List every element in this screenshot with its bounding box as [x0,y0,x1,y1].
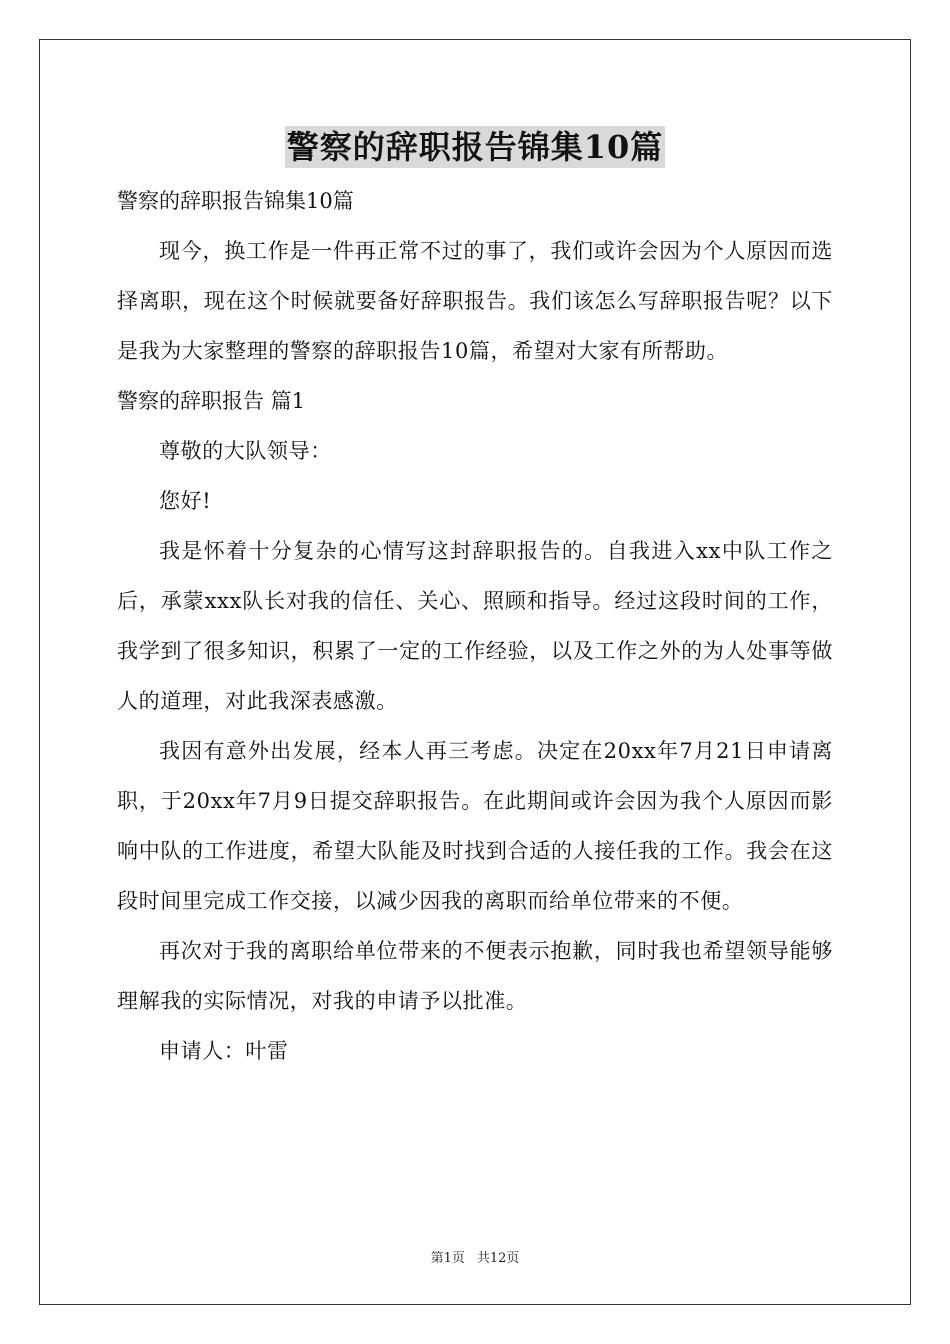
section-heading: 警察的辞职报告 篇1 [117,389,306,413]
greeting: 您好! [159,489,212,513]
salutation: 尊敬的大队领导： [159,439,332,463]
title-container [0,126,950,168]
document-subtitle: 警察的辞职报告锦集10篇 [117,189,354,213]
body-paragraph-2: 我因有意外出发展，经本人再三考虑。决定在20xx年7月21日申请离职，于20xx年7月9日提交辞职报告。在此期间或许会因为我个人原因而影响中队的工作进度，希望大队能及时找到合适的人接任我的工作。我会在这段时间里完成工作交接，以减少因我的离职而给单位带来的不便。 [117,739,833,913]
page-number: 第1页 [430,1251,465,1266]
body-paragraph-1: 我是怀着十分复杂的心情写这封辞职报告的。自我进入xx中队工作之后，承蒙xxx队长对我的信任、关心、照顾和指导。经过这段时间的工作，我学到了很多知识，积累了一定的工作经验，以及工作之外的为人处事等做人的道理，对此我深表感激。 [117,539,833,713]
document-body [117,176,833,1076]
body-paragraph-3: 再次对于我的离职给单位带来的不便表示抱歉，同时我也希望领导能够理解我的实际情况，对我的申请予以批准。 [117,939,833,1013]
signature: 申请人：叶雷 [159,1039,289,1063]
document-title: 警察的辞职报告锦集10篇 [286,128,664,166]
page-total: 共12页 [476,1251,520,1266]
intro-paragraph: 现今，换工作是一件再正常不过的事了，我们或许会因为个人原因而选择离职，现在这个时候就要备好辞职报告。我们该怎么写辞职报告呢？以下是我为大家整理的警察的辞职报告10篇，希望对大家有所帮助。 [117,239,833,363]
page-footer [0,1247,950,1266]
